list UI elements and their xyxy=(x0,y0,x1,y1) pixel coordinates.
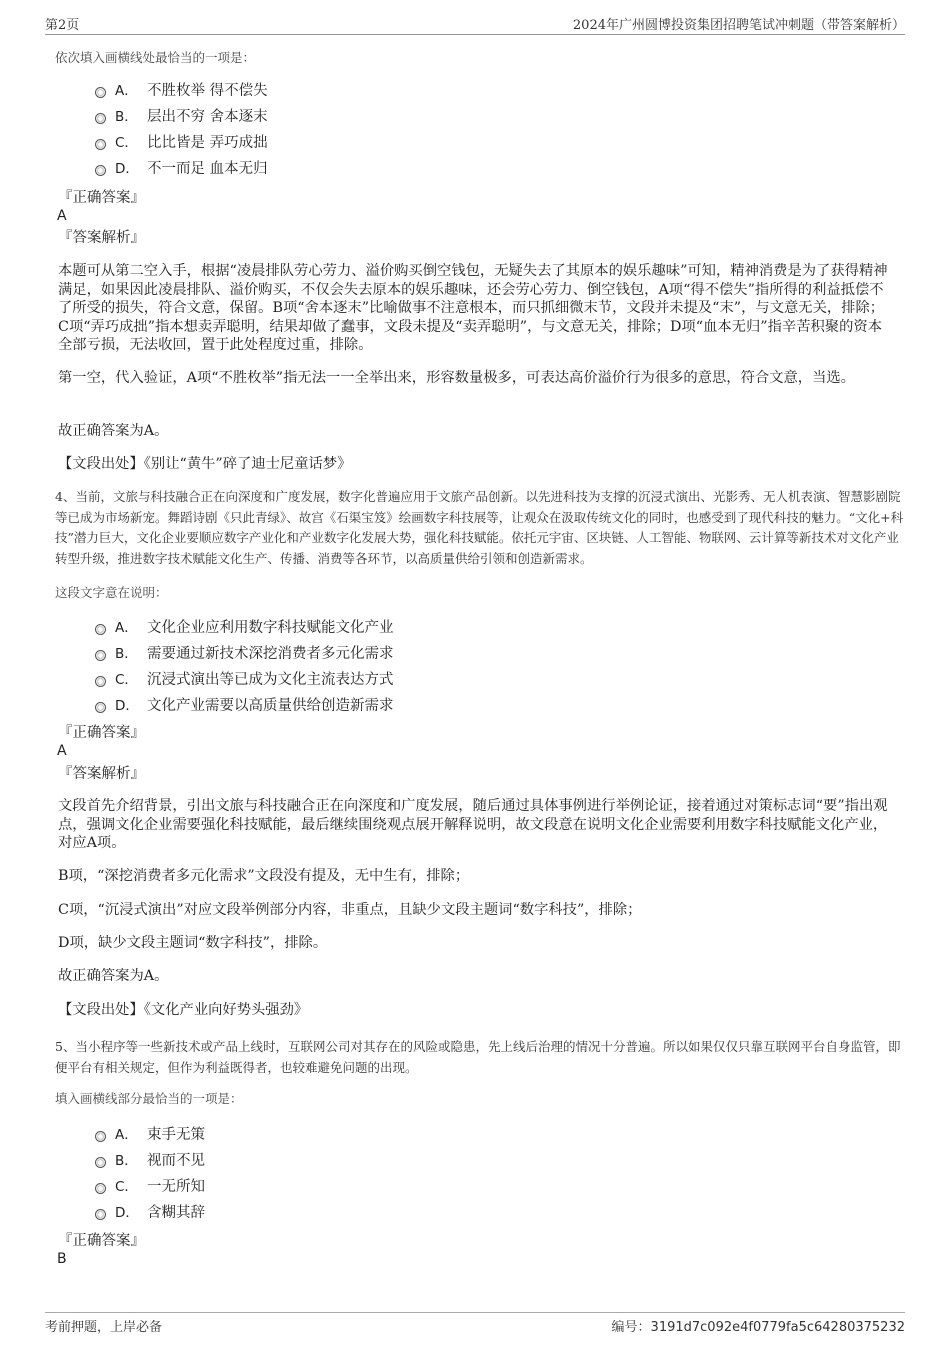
radio-icon[interactable] xyxy=(95,1131,106,1142)
q5-option-a[interactable]: A． 束手无策 xyxy=(95,1124,205,1146)
radio-icon[interactable] xyxy=(95,165,106,176)
document-code xyxy=(612,1316,905,1335)
q4-prompt: 这段文字意在说明： xyxy=(55,585,168,600)
radio-icon[interactable] xyxy=(95,650,106,661)
code-value: 3191d7c092e4f0779fa5c64280375232 xyxy=(650,1320,905,1335)
q4-analysis-paragraph: D项，缺少文段主题词“数字科技”，排除。 xyxy=(58,935,328,951)
q3-option-b[interactable]: B． 层出不穷 舍本逐末 xyxy=(95,106,268,128)
q4-conclusion: 故正确答案为A。 xyxy=(58,968,169,984)
q5-option-c[interactable]: C． 一无所知 xyxy=(95,1176,205,1198)
radio-icon[interactable] xyxy=(95,1209,106,1220)
page-number: 第2页 xyxy=(45,18,80,33)
q3-option-d[interactable]: D． 不一而足 血本无归 xyxy=(95,158,268,180)
q5-option-d[interactable]: D． 含糊其辞 xyxy=(95,1202,205,1224)
document-title: 2024年广州圆博投资集团招聘笔试冲刺题（带答案解析） xyxy=(572,18,905,33)
q4-option-d[interactable]: D． 文化产业需要以高质量供给创造新需求 xyxy=(95,695,394,717)
radio-icon[interactable] xyxy=(95,702,106,713)
q3-analysis-paragraph: 第一空，代入验证，A项“不胜枚举”指无法一一全举出来，形容数量极多，可表达高价溢价行为很多的意思，符合文意，当选。 xyxy=(58,370,855,386)
q5-question: 5、当小程序等一些新技术或产品上线时，互联网公司对其存在的风险或隐患，先上线后治理的情况十分普遍。所以如果仅仅只靠互联网平台自身监管，即便平台有相关规定，但作为利益既得者，也较难避免问题的出现。 xyxy=(55,1039,901,1075)
radio-icon[interactable] xyxy=(95,1183,106,1194)
q4-question: 4、当前，文旅与科技融合正在向深度和广度发展，数字化普遍应用于文旅产品创新。以先进科技为支撑的沉浸式演出、光影秀、无人机表演、智慧影剧院等已成为市场新宠。舞蹈诗剧《只此青绿》、故宫《石渠宝笈》绘画数字科技展等，让观众在汲取传统文化的同时，也感受到了现代科技的魅力。“文化+科技”潜力巨大，文化企业要顺应数字产业化和产业数字化发展大势，强化科技赋能。依托元宇宙、区块链、人工智能、物联网、云计算等新技术对文化产业转型升级，推进数字技术赋能文化生产、传播、消费等各环节，以高质量供给引领和创造新需求。 xyxy=(55,489,904,566)
q4-analysis-label: 『答案解析』 xyxy=(58,766,145,782)
q5-answer-label: 『正确答案』 xyxy=(58,1233,145,1249)
q3-source: 【文段出处】《别让“黄牛”碎了迪士尼童话梦》 xyxy=(58,456,352,472)
q3-prompt: 依次填入画横线处最恰当的一项是： xyxy=(55,50,256,65)
q4-analysis-paragraph: 文段首先介绍背景，引出文旅与科技融合正在向深度和广度发展，随后通过具体事例进行举例论证，接着通过对策标志词“要”指出观点，强调文化企业需要强化科技赋能，最后继续围绕观点展开解释说明，故文段意在说明文化企业需要利用数字科技赋能文化产业，对应A项。 xyxy=(58,798,888,851)
radio-icon[interactable] xyxy=(95,87,106,98)
code-label: 编号： xyxy=(611,1320,651,1335)
q3-answer-label: 『正确答案』 xyxy=(58,190,145,206)
q5-answer: B xyxy=(57,1251,67,1267)
page-header xyxy=(45,14,905,35)
footer-slogan: 考前押题，上岸必备 xyxy=(45,1320,163,1335)
q5-prompt: 填入画横线部分最恰当的一项是： xyxy=(55,1091,243,1106)
q4-answer-label: 『正确答案』 xyxy=(58,725,145,741)
q3-option-c[interactable]: C． 比比皆是 弄巧成拙 xyxy=(95,132,268,154)
radio-icon[interactable] xyxy=(95,1157,106,1168)
radio-icon[interactable] xyxy=(95,676,106,687)
radio-icon[interactable] xyxy=(95,624,106,635)
radio-icon[interactable] xyxy=(95,113,106,124)
page-footer xyxy=(45,1312,905,1340)
q3-analysis-label: 『答案解析』 xyxy=(58,230,145,246)
q3-option-a[interactable]: A． 不胜枚举 得不偿失 xyxy=(95,80,268,102)
q4-option-c[interactable]: C． 沉浸式演出等已成为文化主流表达方式 xyxy=(95,669,394,691)
q3-answer: A xyxy=(57,208,67,224)
q4-analysis-paragraph: C项，“沉浸式演出”对应文段举例部分内容，非重点，且缺少文段主题词“数字科技”，排除； xyxy=(58,902,642,918)
q4-analysis-paragraph: B项，“深挖消费者多元化需求”文段没有提及，无中生有，排除； xyxy=(58,868,470,884)
q4-source: 【文段出处】《文化产业向好势头强劲》 xyxy=(58,1002,309,1018)
q5-option-b[interactable]: B． 视而不见 xyxy=(95,1150,205,1172)
radio-icon[interactable] xyxy=(95,139,106,150)
q4-option-b[interactable]: B． 需要通过新技术深挖消费者多元化需求 xyxy=(95,643,394,665)
q4-answer: A xyxy=(57,743,67,759)
q4-option-a[interactable]: A． 文化企业应利用数字科技赋能文化产业 xyxy=(95,617,394,639)
q3-conclusion: 故正确答案为A。 xyxy=(58,423,169,439)
q3-analysis-paragraph: 本题可从第二空入手，根据“凌晨排队劳心劳力、溢价购买倒空钱包，无疑失去了其原本的娱乐趣味”可知，精神消费是为了获得精神满足，如果因此凌晨排队、溢价购买，不仅会失去原本的娱乐趣味，还会劳心劳力、倒空钱包，A项“得不偿失”指所得的利益抵偿不了所受的损失，符合文意，保留。B项“舍本逐末”比喻做事不注意根本，而只抓细微末节，文段并未提及“末”，与文意无关，排除；C项“弄巧成拙”指本想卖弄聪明，结果却做了蠢事，文段未提及“卖弄聪明”，与文意无关，排除；D项“血本无归”指辛苦积聚的资本全部亏损，无法收回，置于此处程度过重，排除。 xyxy=(58,263,888,353)
